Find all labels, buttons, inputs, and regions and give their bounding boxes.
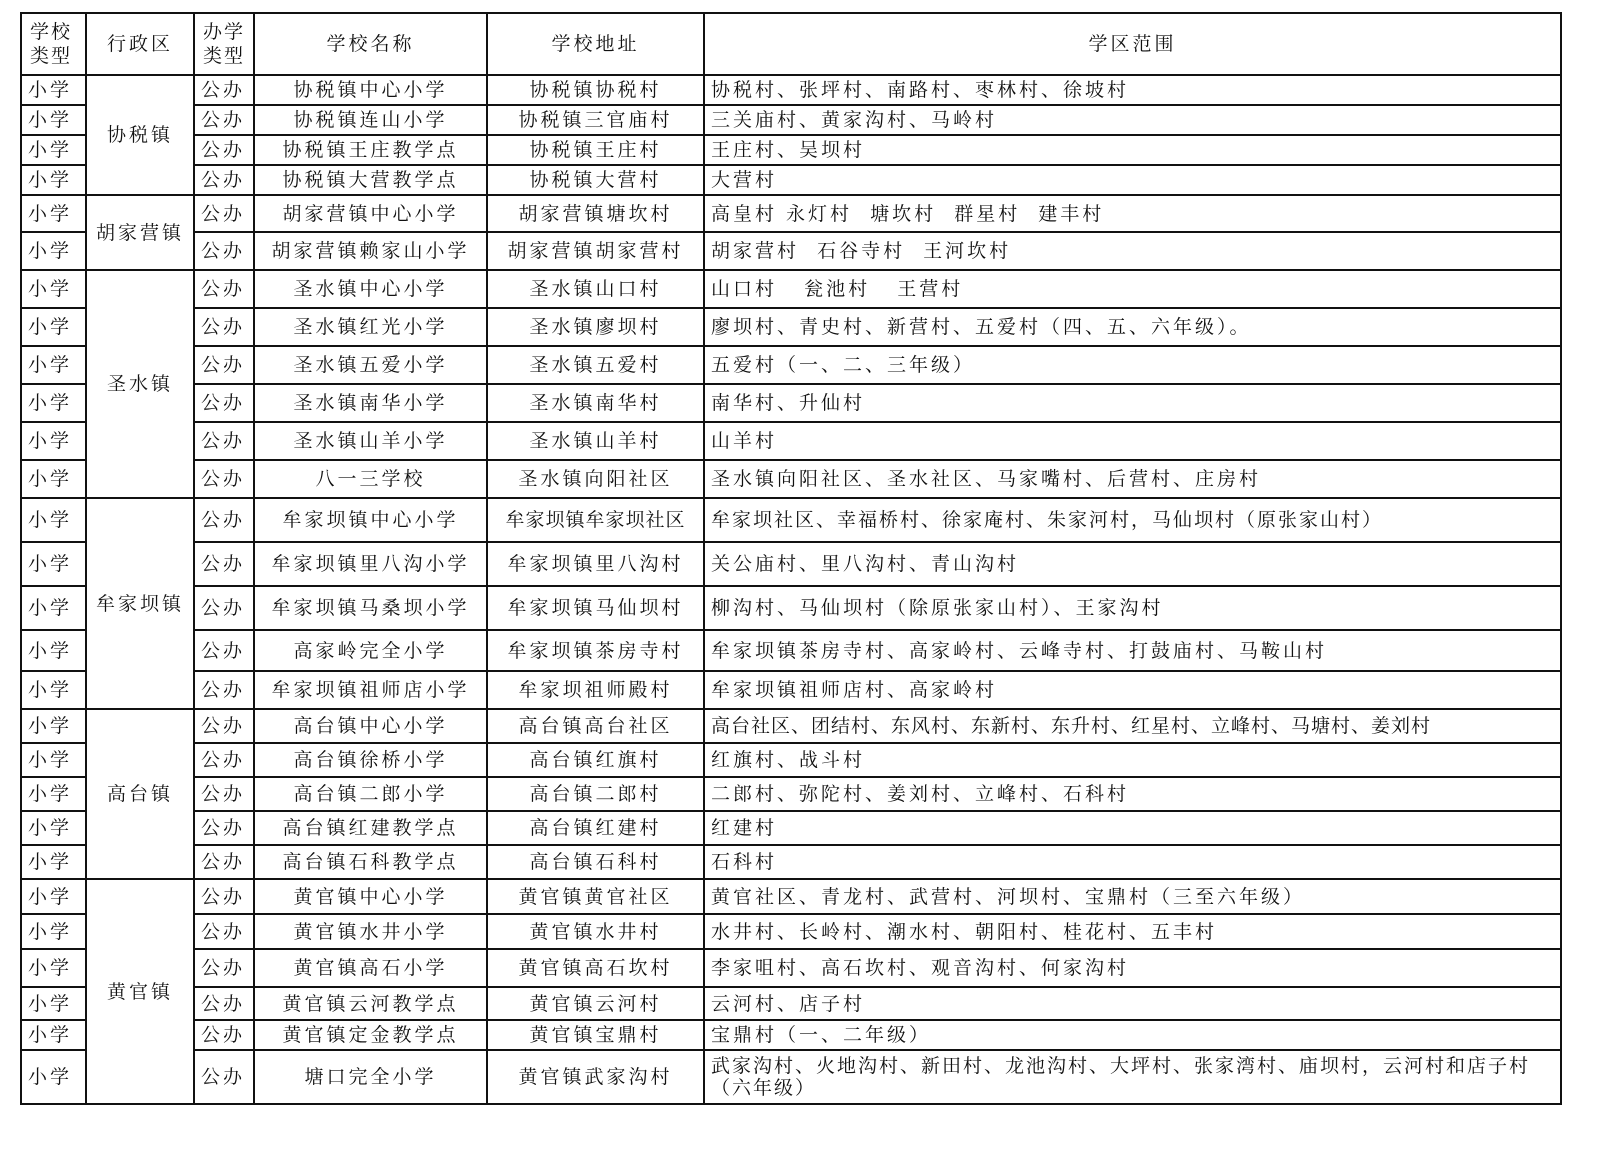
header-school-name: 学校名称: [254, 13, 487, 75]
school-type-cell: 小学: [21, 914, 86, 949]
scope-cell: 圣水镇向阳社区、圣水社区、马家嘴村、后营村、庄房村: [704, 460, 1561, 498]
school-name-cell: 高台镇红建教学点: [254, 811, 487, 845]
address-cell: 协税镇三官庙村: [487, 105, 704, 135]
header-school-type: 学校类型: [21, 13, 86, 75]
header-run-type: 办学类型: [194, 13, 254, 75]
school-type-cell: 小学: [21, 232, 86, 270]
school-type-cell: 小学: [21, 498, 86, 542]
district-cell: 黄官镇: [86, 879, 194, 1104]
address-cell: 高台镇高台社区: [487, 709, 704, 743]
table-row: [21, 914, 1561, 949]
run-type-cell: 公办: [194, 498, 254, 542]
school-name-cell: 圣水镇山羊小学: [254, 422, 487, 460]
school-name-cell: 胡家营镇中心小学: [254, 195, 487, 232]
school-type-cell: 小学: [21, 1050, 86, 1104]
scope-cell: 三关庙村、黄家沟村、马岭村: [704, 105, 1561, 135]
run-type-cell: 公办: [194, 270, 254, 308]
run-type-cell: 公办: [194, 308, 254, 346]
run-type-cell: 公办: [194, 1050, 254, 1104]
table-row: [21, 460, 1561, 498]
school-type-cell: 小学: [21, 879, 86, 914]
table-row: [21, 165, 1561, 195]
school-name-cell: 牟家坝镇马桑坝小学: [254, 586, 487, 630]
run-type-cell: 公办: [194, 630, 254, 671]
district-cell: 牟家坝镇: [86, 498, 194, 709]
run-type-cell: 公办: [194, 232, 254, 270]
scope-cell: 李家咀村、高石坎村、观音沟村、何家沟村: [704, 949, 1561, 987]
run-type-cell: 公办: [194, 949, 254, 987]
school-name-cell: 黄官镇云河教学点: [254, 987, 487, 1020]
run-type-cell: 公办: [194, 777, 254, 811]
run-type-cell: 公办: [194, 542, 254, 586]
school-name-cell: 圣水镇中心小学: [254, 270, 487, 308]
scope-cell: 王庄村、吴坝村: [704, 135, 1561, 165]
scope-cell: 石科村: [704, 845, 1561, 879]
district-cell: 协税镇: [86, 75, 194, 195]
run-type-cell: 公办: [194, 743, 254, 777]
scope-cell: 南华村、升仙村: [704, 384, 1561, 422]
table-row: [21, 232, 1561, 270]
table-row: [21, 346, 1561, 384]
address-cell: 黄官镇宝鼎村: [487, 1020, 704, 1050]
school-type-cell: 小学: [21, 777, 86, 811]
table-row: [21, 384, 1561, 422]
school-type-cell: 小学: [21, 630, 86, 671]
school-type-cell: 小学: [21, 195, 86, 232]
table-row: [21, 1050, 1561, 1104]
run-type-cell: 公办: [194, 105, 254, 135]
school-type-cell: 小学: [21, 75, 86, 105]
school-type-cell: 小学: [21, 811, 86, 845]
school-name-cell: 高台镇石科教学点: [254, 845, 487, 879]
school-type-cell: 小学: [21, 845, 86, 879]
scope-cell: 宝鼎村（一、二年级）: [704, 1020, 1561, 1050]
table-row: [21, 879, 1561, 914]
scope-cell: 柳沟村、马仙坝村（除原张家山村）、王家沟村: [704, 586, 1561, 630]
run-type-cell: 公办: [194, 845, 254, 879]
school-name-cell: 高家岭完全小学: [254, 630, 487, 671]
school-type-cell: 小学: [21, 460, 86, 498]
school-name-cell: 胡家营镇赖家山小学: [254, 232, 487, 270]
district-cell: 圣水镇: [86, 270, 194, 498]
school-name-cell: 协税镇大营教学点: [254, 165, 487, 195]
school-name-cell: 黄官镇中心小学: [254, 879, 487, 914]
scope-cell: 武家沟村、火地沟村、新田村、龙池沟村、大坪村、张家湾村、庙坝村，云河村和店子村（六年级）: [704, 1050, 1561, 1104]
run-type-cell: 公办: [194, 879, 254, 914]
school-type-cell: 小学: [21, 105, 86, 135]
run-type-cell: 公办: [194, 811, 254, 845]
run-type-cell: 公办: [194, 914, 254, 949]
run-type-cell: 公办: [194, 709, 254, 743]
school-type-cell: 小学: [21, 586, 86, 630]
header-scope: 学区范围: [704, 13, 1561, 75]
school-type-cell: 小学: [21, 346, 86, 384]
address-cell: 胡家营镇塘坎村: [487, 195, 704, 232]
school-type-cell: 小学: [21, 270, 86, 308]
table-row: [21, 542, 1561, 586]
table-row: [21, 422, 1561, 460]
run-type-cell: 公办: [194, 671, 254, 709]
school-name-cell: 八一三学校: [254, 460, 487, 498]
school-type-cell: 小学: [21, 671, 86, 709]
table-row: [21, 811, 1561, 845]
school-name-cell: 塘口完全小学: [254, 1050, 487, 1104]
address-cell: 协税镇大营村: [487, 165, 704, 195]
table-row: [21, 949, 1561, 987]
scope-cell: 关公庙村、里八沟村、青山沟村: [704, 542, 1561, 586]
address-cell: 高台镇石科村: [487, 845, 704, 879]
table-row: [21, 75, 1561, 105]
header-row: [21, 13, 1561, 75]
school-name-cell: 高台镇中心小学: [254, 709, 487, 743]
run-type-cell: 公办: [194, 422, 254, 460]
address-cell: 牟家坝镇里八沟村: [487, 542, 704, 586]
table-row: [21, 498, 1561, 542]
school-type-cell: 小学: [21, 422, 86, 460]
scope-cell: 高台社区、团结村、东风村、东新村、东升村、红星村、立峰村、马塘村、姜刘村: [704, 709, 1561, 743]
school-name-cell: 牟家坝镇里八沟小学: [254, 542, 487, 586]
scope-cell: 云河村、店子村: [704, 987, 1561, 1020]
school-type-cell: 小学: [21, 165, 86, 195]
district-cell: 胡家营镇: [86, 195, 194, 270]
school-type-cell: 小学: [21, 743, 86, 777]
school-type-cell: 小学: [21, 987, 86, 1020]
scope-cell: 山口村 瓮池村 王营村: [704, 270, 1561, 308]
school-type-cell: 小学: [21, 384, 86, 422]
school-name-cell: 黄官镇高石小学: [254, 949, 487, 987]
address-cell: 牟家坝镇马仙坝村: [487, 586, 704, 630]
school-name-cell: 高台镇二郎小学: [254, 777, 487, 811]
school-name-cell: 黄官镇水井小学: [254, 914, 487, 949]
scope-cell: 红旗村、战斗村: [704, 743, 1561, 777]
table-row: [21, 586, 1561, 630]
address-cell: 协税镇协税村: [487, 75, 704, 105]
address-cell: 圣水镇山羊村: [487, 422, 704, 460]
scope-cell: 山羊村: [704, 422, 1561, 460]
run-type-cell: 公办: [194, 75, 254, 105]
school-name-cell: 协税镇王庄教学点: [254, 135, 487, 165]
table-row: [21, 308, 1561, 346]
table-row: [21, 105, 1561, 135]
address-cell: 圣水镇南华村: [487, 384, 704, 422]
scope-cell: 牟家坝镇茶房寺村、高家岭村、云峰寺村、打鼓庙村、马鞍山村: [704, 630, 1561, 671]
scope-cell: 五爱村（一、二、三年级）: [704, 346, 1561, 384]
run-type-cell: 公办: [194, 165, 254, 195]
table-row: [21, 987, 1561, 1020]
address-cell: 圣水镇廖坝村: [487, 308, 704, 346]
scope-cell: 高皇村 永灯村 塘坎村 群星村 建丰村: [704, 195, 1561, 232]
school-type-cell: 小学: [21, 542, 86, 586]
run-type-cell: 公办: [194, 586, 254, 630]
table-row: [21, 671, 1561, 709]
table-row: [21, 709, 1561, 743]
school-district-table: [20, 12, 1562, 1105]
address-cell: 牟家坝镇牟家坝社区: [487, 498, 704, 542]
header-address: 学校地址: [487, 13, 704, 75]
scope-cell: 牟家坝社区、幸福桥村、徐家庵村、朱家河村，马仙坝村（原张家山村）: [704, 498, 1561, 542]
district-cell: 高台镇: [86, 709, 194, 879]
scope-cell: 协税村、张坪村、南路村、枣林村、徐坡村: [704, 75, 1561, 105]
school-name-cell: 圣水镇红光小学: [254, 308, 487, 346]
address-cell: 牟家坝祖师殿村: [487, 671, 704, 709]
table-row: [21, 135, 1561, 165]
run-type-cell: 公办: [194, 460, 254, 498]
school-name-cell: 协税镇中心小学: [254, 75, 487, 105]
scope-cell: 廖坝村、青史村、新营村、五爱村（四、五、六年级）。: [704, 308, 1561, 346]
address-cell: 黄官镇云河村: [487, 987, 704, 1020]
header-district: 行政区: [86, 13, 194, 75]
school-name-cell: 圣水镇五爱小学: [254, 346, 487, 384]
scope-cell: 红建村: [704, 811, 1561, 845]
address-cell: 圣水镇山口村: [487, 270, 704, 308]
table-row: [21, 630, 1561, 671]
scope-cell: 牟家坝镇祖师店村、高家岭村: [704, 671, 1561, 709]
run-type-cell: 公办: [194, 1020, 254, 1050]
address-cell: 黄官镇黄官社区: [487, 879, 704, 914]
address-cell: 高台镇红旗村: [487, 743, 704, 777]
address-cell: 圣水镇向阳社区: [487, 460, 704, 498]
table-row: [21, 845, 1561, 879]
address-cell: 黄官镇高石坎村: [487, 949, 704, 987]
address-cell: 高台镇红建村: [487, 811, 704, 845]
address-cell: 胡家营镇胡家营村: [487, 232, 704, 270]
school-type-cell: 小学: [21, 308, 86, 346]
run-type-cell: 公办: [194, 135, 254, 165]
scope-cell: 大营村: [704, 165, 1561, 195]
school-name-cell: 高台镇徐桥小学: [254, 743, 487, 777]
school-name-cell: 牟家坝镇祖师店小学: [254, 671, 487, 709]
school-name-cell: 协税镇连山小学: [254, 105, 487, 135]
school-name-cell: 牟家坝镇中心小学: [254, 498, 487, 542]
table-row: [21, 743, 1561, 777]
address-cell: 牟家坝镇茶房寺村: [487, 630, 704, 671]
table-row: [21, 1020, 1561, 1050]
address-cell: 黄官镇武家沟村: [487, 1050, 704, 1104]
scope-cell: 胡家营村 石谷寺村 王河坎村: [704, 232, 1561, 270]
run-type-cell: 公办: [194, 195, 254, 232]
table-row: [21, 195, 1561, 232]
scope-cell: 水井村、长岭村、潮水村、朝阳村、桂花村、五丰村: [704, 914, 1561, 949]
school-type-cell: 小学: [21, 949, 86, 987]
run-type-cell: 公办: [194, 987, 254, 1020]
school-name-cell: 黄官镇定金教学点: [254, 1020, 487, 1050]
school-type-cell: 小学: [21, 709, 86, 743]
scope-cell: 二郎村、弥陀村、姜刘村、立峰村、石科村: [704, 777, 1561, 811]
table-row: [21, 270, 1561, 308]
run-type-cell: 公办: [194, 346, 254, 384]
school-name-cell: 圣水镇南华小学: [254, 384, 487, 422]
school-type-cell: 小学: [21, 135, 86, 165]
run-type-cell: 公办: [194, 384, 254, 422]
table-row: [21, 777, 1561, 811]
address-cell: 圣水镇五爱村: [487, 346, 704, 384]
address-cell: 黄官镇水井村: [487, 914, 704, 949]
address-cell: 高台镇二郎村: [487, 777, 704, 811]
address-cell: 协税镇王庄村: [487, 135, 704, 165]
school-type-cell: 小学: [21, 1020, 86, 1050]
scope-cell: 黄官社区、青龙村、武营村、河坝村、宝鼎村（三至六年级）: [704, 879, 1561, 914]
